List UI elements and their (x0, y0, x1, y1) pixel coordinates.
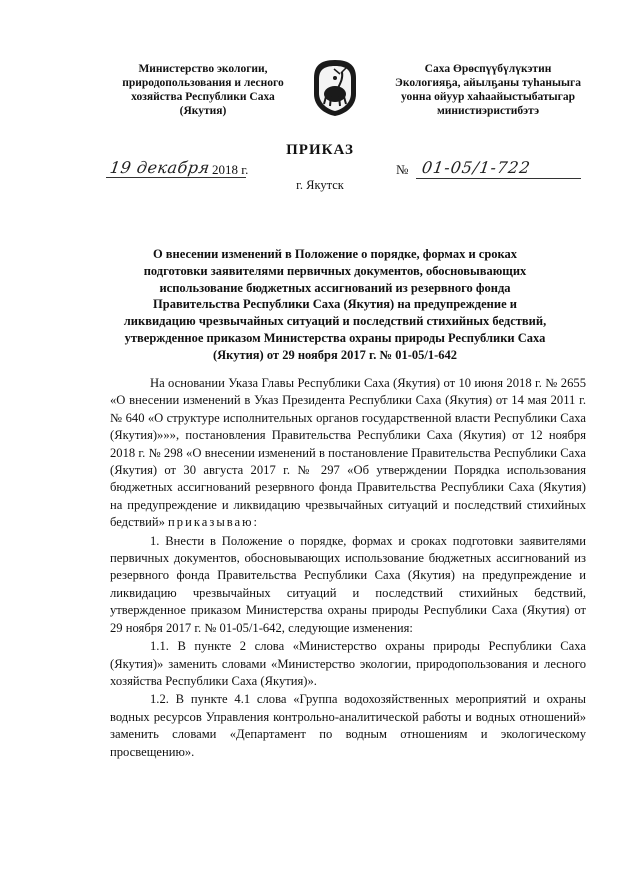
header-right-ministry-name-yakut (388, 62, 588, 118)
header-left-line: хозяйства Республики Саха (131, 91, 275, 103)
order-date (106, 158, 256, 178)
city: г. Якутск (296, 178, 344, 192)
number-sign: № (396, 162, 409, 177)
order-verb: приказываю: (168, 515, 260, 530)
item-1-paragraph: 1. Внести в Положение о порядке, формах и сроках подготовки заявителями первичных документов, обосновывающих использование бюджетных ассигнований из резервного фонда Правительства Республики Саха (Якутия) на предупреждение и ликвидацию чрезвычайных ситуаций и последствий стихийных бедствий, утвержденное приказом Министерства охраны природы Республики Саха (Якутия) от 29 ноября 2017 г. № 01-05/1-642, следующие изменения: (110, 533, 586, 635)
handwritten-date: 19 декабря (108, 158, 212, 177)
order-subject (104, 246, 566, 364)
subject-line: подготовки заявителями первичных документов, обосновывающих (143, 263, 527, 278)
order-number (396, 158, 586, 180)
header-right-line: Саха Өрөспүүбүлүкэтин (424, 63, 552, 75)
header-right-line: уонна ойуур хаһаайыстыбатыгар (400, 91, 576, 103)
order-title: ПРИКАЗ (286, 142, 354, 158)
item-1-2-paragraph: 1.2. В пункте 4.1 слова «Группа водохозяйственных мероприятий и охраны водных ресурсов Управления контрольно-аналитической работы и водных отношений» заменить словами «Департамент по водным отношениям и экологическому просвещению». (110, 692, 586, 759)
coat-of-arms-emblem-icon (310, 58, 360, 118)
subject-line: О внесении изменений в Положение о порядке, формах и сроках (152, 247, 518, 261)
preamble-paragraph (110, 375, 586, 532)
subject-line: утвержденное приказом Министерства охраны природы Республики Саха (124, 330, 546, 345)
item-1-1-paragraph: 1.1. В пункте 2 слова «Министерство охраны природы Республики Саха (Якутия)» заменить словами «Министерство экологии, природопользования и лесного хозяйства Республики Саха (Якутия)». (110, 639, 586, 688)
header-left-line: (Якутия) (179, 105, 227, 117)
subject-line: (Якутия) от 29 ноября 2017 г. № 01-05/1-642 (212, 347, 458, 362)
header-right-line: Экологияҕа, айылҕаны туһаныыга (395, 77, 581, 89)
subject-line: использование бюджетных ассигнований из резервного фонда (159, 280, 511, 295)
date-year: 2018 г. (212, 162, 249, 177)
header-left-line: природопользования и лесного (122, 77, 284, 89)
header-right-line: министиэристибэтэ (436, 105, 540, 117)
subject-line: ликвидацию чрезвычайных ситуаций и последствий стихийных бедствий, (123, 314, 547, 329)
header-left-ministry-name (112, 62, 294, 118)
header-left-line: Министерство экологии, (138, 63, 268, 75)
preamble-text: На основании Указа Главы Республики Саха (Якутия) от 10 июня 2018 г. № 2655 «О внесении изменений в Указ Президента Республики Саха (Якутия) от 14 мая 2011 г. № 640 «О структуре исполнительных органов государственной власти Республики Саха (Якутия)»»», постановления Правительства Республики Саха (Якутия) от 12 ноября 2018 г. № 298 «О внесении изменений в постановление Правительства Республики Саха (Якутия) от 30 августа 2017 г. № 297 «Об утверждении Порядка использования бюджетных ассигнований резервного фонда Правительства Республики Саха (Якутия) на предупреждение и ликвидацию чрезвычайных ситуаций и последствий стихийных бедствий» (110, 376, 586, 530)
subject-line: Правительства Республики Саха (Якутия) на предупреждение и (153, 297, 517, 312)
order-body (110, 375, 586, 761)
handwritten-number: 01-05/1-722 (420, 158, 532, 177)
